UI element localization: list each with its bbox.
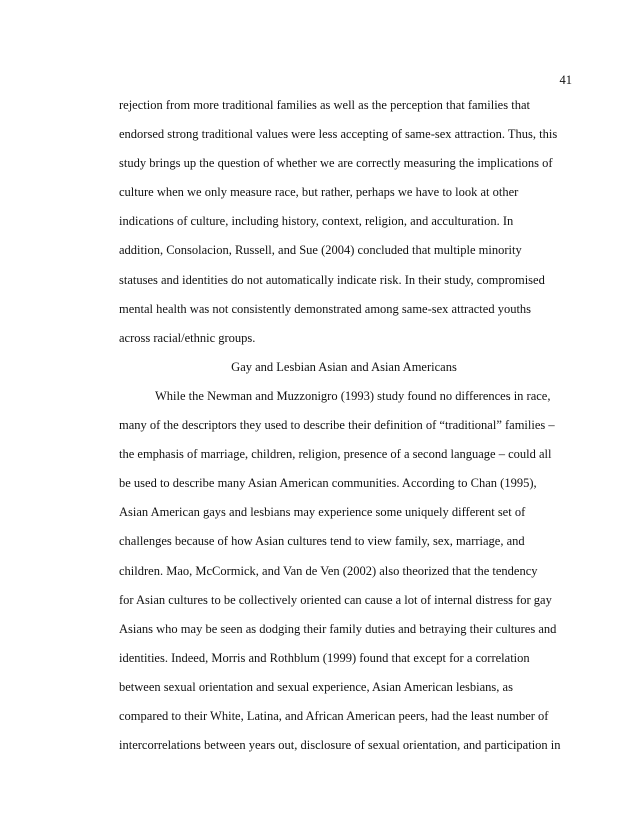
- page-number: 41: [559, 73, 572, 87]
- text-line: rejection from more traditional families as well as the perception that families that: [119, 98, 530, 112]
- text-line: be used to describe many Asian American communities. According to Chan (1995),: [119, 476, 537, 491]
- text-line: many of the descriptors they used to describe their definition of “traditional” families –: [119, 418, 555, 433]
- text-line: identities. Indeed, Morris and Rothblum (1999) found that except for a correlation: [119, 650, 530, 665]
- text-line: challenges because of how Asian cultures tend to view family, sex, marriage, and: [119, 534, 525, 549]
- section-heading: Gay and Lesbian Asian and Asian Americans: [231, 359, 457, 374]
- text-line: between sexual orientation and sexual experience, Asian American lesbians, as: [119, 679, 513, 694]
- text-line: the emphasis of marriage, children, religion, presence of a second language – could all: [119, 447, 552, 462]
- text-line: While the Newman and Muzzonigro (1993) study found no differences in race,: [155, 388, 551, 403]
- text-line: mental health was not consistently demonstrated among same-sex attracted youths: [119, 301, 532, 316]
- text-line: statuses and identities do not automatically indicate risk. In their study, compromised: [119, 272, 545, 287]
- text-line: children. Mao, McCormick, and Van de Ven (2002) also theorized that the tendency: [119, 563, 538, 578]
- text-line: Asians who may be seen as dodging their family duties and betraying their cultures and: [119, 621, 557, 636]
- body-text: [119, 91, 569, 760]
- text-line: intercorrelations between years out, disclosure of sexual orientation, and participation in: [119, 738, 561, 753]
- text-line: Asian American gays and lesbians may experience some uniquely different set of: [119, 505, 526, 520]
- text-line: endorsed strong traditional values were less accepting of same-sex attraction. Thus, this: [119, 127, 558, 142]
- text-line: across racial/ethnic groups.: [119, 330, 256, 345]
- text-line: culture when we only measure race, but rather, perhaps we have to look at other: [119, 185, 519, 200]
- text-line: addition, Consolacion, Russell, and Sue (2004) concluded that multiple minority: [119, 243, 522, 258]
- text-line: for Asian cultures to be collectively oriented can cause a lot of internal distress for gay: [119, 592, 552, 607]
- text-line: indications of culture, including history, context, religion, and acculturation. In: [119, 214, 514, 229]
- text-line: compared to their White, Latina, and African American peers, had the least number of: [119, 708, 549, 723]
- text-line: study brings up the question of whether we are correctly measuring the implications of: [119, 156, 553, 171]
